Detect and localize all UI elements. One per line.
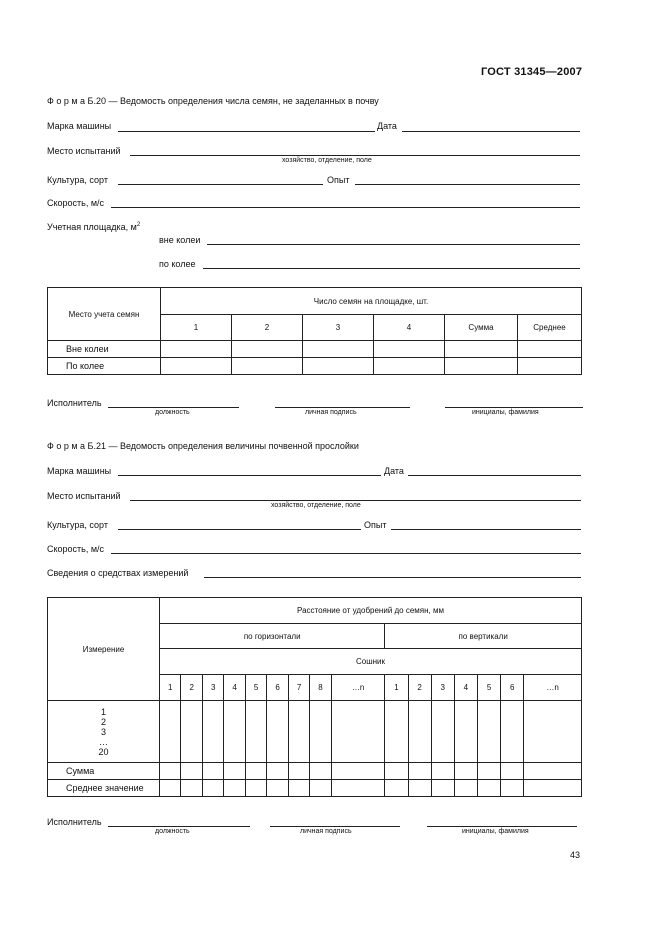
form21-distance-header: Расстояние от удобрений до семян, мм (160, 598, 582, 624)
form20-col-3: 3 (303, 315, 374, 341)
table-cell[interactable] (202, 763, 223, 780)
form20-experiment-label: Опыт (327, 175, 350, 185)
table-cell[interactable] (518, 341, 582, 358)
table-cell[interactable] (202, 701, 223, 763)
form21-crop-field[interactable] (118, 529, 361, 530)
table-cell[interactable] (245, 701, 266, 763)
table-cell[interactable] (232, 341, 303, 358)
form20-title: Ф о р м а Б.20 — Ведомость определения числа семян, не заделанных в почву (47, 96, 379, 106)
page-number: 43 (570, 850, 581, 860)
table-cell[interactable] (310, 763, 331, 780)
form20-executor-label: Исполнитель (47, 398, 102, 408)
table-cell[interactable] (431, 780, 454, 797)
form21-speed-field[interactable] (111, 553, 581, 554)
table-cell[interactable] (477, 701, 500, 763)
form21-col-h-7: 7 (288, 675, 309, 701)
form20-inside-field[interactable] (203, 268, 580, 269)
table-cell[interactable] (518, 358, 582, 375)
table-cell[interactable] (524, 701, 582, 763)
table-cell[interactable] (454, 763, 477, 780)
form20-place-col-header: Место учета семян (48, 288, 161, 341)
form20-crop-field[interactable] (118, 184, 323, 185)
table-cell[interactable] (431, 763, 454, 780)
table-cell[interactable] (331, 763, 385, 780)
form21-date-label: Дата (384, 466, 404, 476)
table-cell[interactable] (267, 763, 288, 780)
form21-vertical-header: по вертикали (385, 624, 582, 649)
form21-col-h-3: 3 (202, 675, 223, 701)
table-cell[interactable] (288, 780, 309, 797)
table-cell[interactable] (408, 701, 431, 763)
form21-measure-col-header: Измерение (48, 598, 160, 701)
table-row (48, 358, 582, 375)
form21-row-sum: Сумма (48, 763, 160, 780)
table-row (48, 341, 582, 358)
table-cell[interactable] (202, 780, 223, 797)
table-cell[interactable] (445, 358, 518, 375)
table-cell[interactable] (310, 701, 331, 763)
form21-col-v-1: 1 (385, 675, 408, 701)
table-cell[interactable] (445, 341, 518, 358)
form21-col-h-6: 6 (267, 675, 288, 701)
form21-col-h-2: 2 (181, 675, 202, 701)
form20-position-hint: должность (155, 409, 190, 416)
form21-horizontal-header: по горизонтали (160, 624, 385, 649)
form21-col-v-2: 2 (408, 675, 431, 701)
form21-col-h-5: 5 (245, 675, 266, 701)
form20-sign-hint: личная подпись (305, 409, 357, 416)
table-cell[interactable] (288, 763, 309, 780)
form20-speed-field[interactable] (111, 207, 580, 208)
table-cell[interactable] (160, 701, 181, 763)
table-cell[interactable] (331, 701, 385, 763)
form21-col-h-1: 1 (160, 675, 181, 701)
table-cell[interactable] (408, 780, 431, 797)
table-cell[interactable] (303, 341, 374, 358)
form21-crop-label: Культура, сорт (47, 520, 108, 530)
form21-sign-field[interactable] (270, 826, 400, 827)
form20-place-field[interactable] (130, 155, 580, 156)
table-cell[interactable] (160, 780, 181, 797)
table-cell[interactable] (245, 780, 266, 797)
form20-speed-label: Скорость, м/с (47, 198, 105, 208)
form20-crop-label: Культура, сорт (47, 175, 108, 185)
table-cell[interactable] (267, 780, 288, 797)
form20-place-label: Место испытаний (47, 146, 121, 156)
form21-initials-hint: инициалы, фамилия (462, 828, 529, 835)
form20-place-hint: хозяйство, отделение, поле (282, 157, 372, 164)
table-cell[interactable] (454, 780, 477, 797)
table-row (48, 763, 582, 780)
table-cell[interactable] (160, 763, 181, 780)
table-cell[interactable] (408, 763, 431, 780)
form20-machine-label: Марка машины (47, 121, 112, 131)
table-cell[interactable] (181, 763, 202, 780)
form20-sign-field[interactable] (275, 407, 410, 408)
row-num: 20 (98, 746, 109, 757)
table-cell[interactable] (224, 701, 245, 763)
table-cell[interactable] (454, 701, 477, 763)
form20-col-sum: Сумма (445, 315, 518, 341)
table-cell[interactable] (161, 341, 232, 358)
form21-place-label: Место испытаний (47, 491, 121, 501)
row-num: 2 (100, 716, 106, 727)
table-cell[interactable] (310, 780, 331, 797)
form21-position-hint: должность (155, 828, 190, 835)
row-num: 1 (100, 706, 106, 717)
table-cell[interactable] (524, 763, 582, 780)
form21-speed-label: Скорость, м/с (47, 544, 105, 554)
form20-row-inside: По колее (48, 358, 161, 375)
form20-experiment-field[interactable] (355, 184, 580, 185)
table-cell[interactable] (161, 358, 232, 375)
table-row (48, 780, 582, 797)
document-header: ГОСТ 31345—2007 (481, 66, 583, 78)
form21-col-h-n: …n (331, 675, 385, 701)
table-cell[interactable] (501, 701, 524, 763)
table-cell[interactable] (524, 780, 582, 797)
form21-col-v-6: 6 (501, 675, 524, 701)
table-cell[interactable] (267, 701, 288, 763)
row-num: … (99, 736, 108, 747)
form21-col-v-5: 5 (477, 675, 500, 701)
form21-experiment-label: Опыт (364, 520, 387, 530)
form21-sign-hint: личная подпись (300, 828, 352, 835)
form20-inside-label: по колее (159, 259, 196, 269)
form21-position-field[interactable] (108, 826, 250, 827)
form21-machine-label: Марка машины (47, 466, 112, 476)
form21-row-numbers (48, 701, 160, 763)
form21-row-mean: Среднее значение (48, 780, 160, 797)
form21-experiment-field[interactable] (391, 529, 581, 530)
form20-outside-label: вне колеи (159, 235, 201, 245)
table-cell[interactable] (477, 763, 500, 780)
form20-initials-field[interactable] (445, 407, 583, 408)
form20-row-outside: Вне колеи (48, 341, 161, 358)
form20-col-4: 4 (374, 315, 445, 341)
table-cell[interactable] (303, 358, 374, 375)
form21-place-field[interactable] (130, 500, 581, 501)
form20-initials-hint: инициалы, фамилия (472, 409, 539, 416)
form21-initials-field[interactable] (427, 826, 577, 827)
form21-col-v-n: …n (524, 675, 582, 701)
form20-table (47, 287, 582, 375)
form21-col-h-8: 8 (310, 675, 331, 701)
table-cell[interactable] (385, 701, 408, 763)
form20-outside-field[interactable] (207, 244, 580, 245)
form21-col-h-4: 4 (224, 675, 245, 701)
form21-executor-label: Исполнитель (47, 817, 102, 827)
table-cell[interactable] (501, 780, 524, 797)
form21-instruments-label: Сведения о средствах измерений (47, 568, 189, 578)
form20-position-field[interactable] (108, 407, 239, 408)
table-cell[interactable] (385, 780, 408, 797)
form21-col-v-3: 3 (431, 675, 454, 701)
form20-machine-field[interactable] (118, 131, 375, 132)
table-cell[interactable] (224, 763, 245, 780)
table-cell[interactable] (477, 780, 500, 797)
form21-place-hint: хозяйство, отделение, поле (271, 502, 361, 509)
row-num: 3 (100, 726, 106, 737)
table-cell[interactable] (224, 780, 245, 797)
form21-instruments-field[interactable] (204, 577, 581, 578)
table-cell[interactable] (431, 701, 454, 763)
form21-col-v-4: 4 (454, 675, 477, 701)
form21-title: Ф о р м а Б.21 — Ведомость определения величины почвенной прослойки (47, 441, 359, 451)
table-cell[interactable] (331, 780, 385, 797)
form21-date-field[interactable] (408, 475, 581, 476)
form20-date-field[interactable] (402, 131, 580, 132)
form20-col-mean: Среднее (518, 315, 582, 341)
form21-machine-field[interactable] (118, 475, 381, 476)
table-cell[interactable] (232, 358, 303, 375)
table-cell[interactable] (245, 763, 266, 780)
table-cell[interactable] (181, 780, 202, 797)
table-cell[interactable] (385, 763, 408, 780)
table-cell[interactable] (501, 763, 524, 780)
form21-table (47, 597, 582, 797)
form20-col-2: 2 (232, 315, 303, 341)
table-cell[interactable] (288, 701, 309, 763)
form20-area-label: Учетная площадка, $м^2$ (47, 222, 141, 232)
form21-coulter-header: Сошник (160, 649, 582, 675)
table-cell[interactable] (181, 701, 202, 763)
form20-col-1: 1 (161, 315, 232, 341)
table-cell[interactable] (374, 341, 445, 358)
form20-count-header: Число семян на площадке, шт. (161, 288, 582, 315)
form20-date-label: Дата (377, 121, 397, 131)
table-cell[interactable] (374, 358, 445, 375)
table-row (48, 701, 582, 763)
